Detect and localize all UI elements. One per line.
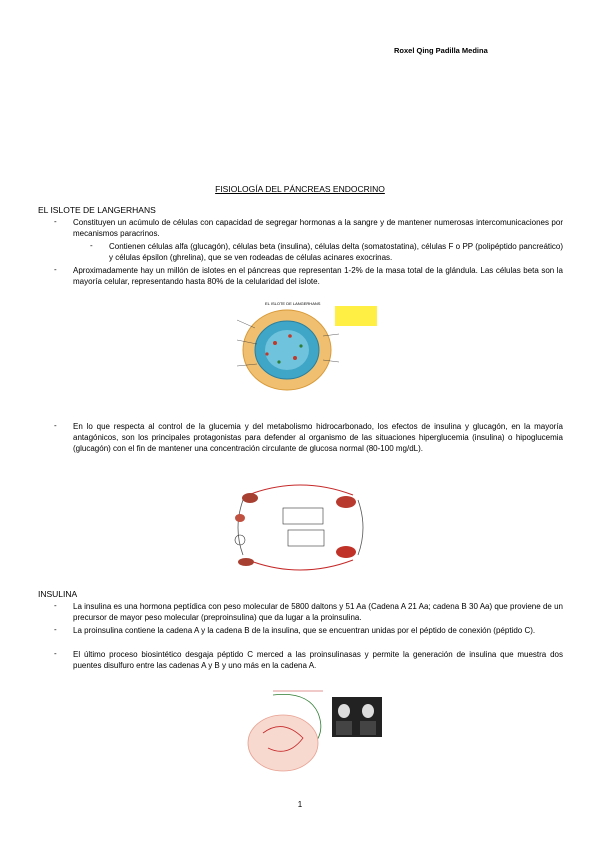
islet-figure (235, 298, 385, 398)
bullet-dash: - (90, 241, 93, 250)
bullet-text: La proinsulina contiene la cadena A y la cadena B de la insulina, que se encuentran unidas por el péptido de conexión (péptido C). (73, 626, 536, 635)
page-number: 1 (297, 800, 303, 809)
bullet-dash: - (54, 421, 57, 430)
bullet-text: La insulina es una hormona peptídica con peso molecular de 5800 daltons y 51 Aa (Cadena A 21 Aa; cadena B 30 Aa) que proviene de un precursor de mayor peso molecular (preproinsulina) que da lugar a la proinsulina. (73, 602, 563, 622)
bullet-dash: - (54, 649, 57, 658)
islet-figure-title: EL ISLOTE DE LANGERHANS (265, 301, 321, 306)
bullet-dash: - (54, 625, 57, 634)
bullet-text: En lo que respecta al control de la glucemia y del metabolismo hidrocarbonado, los efectos de insulina y glucagón, en la mayoría antagónicos, son los principales protagonistas para defender al organismo de las situaciones hiperglucemia (insulina) o hipoglucemia (glucagón) con el fin de mantener una concentración circulante de glucosa normal (80-100 mg/dL). (73, 422, 563, 453)
bullet-text: Aproximadamente hay un millón de islotes en el páncreas que representan 1-2% de la masa total de la glándula. Las células beta son la mayoría celular, representando hasta 80% de la celularidad del islote. (73, 266, 563, 286)
page-title: FISIOLOGÍA DEL PÁNCREAS ENDOCRINO (215, 184, 385, 194)
glucose-regulation-figure (228, 480, 373, 575)
bullet-dash: - (54, 265, 57, 274)
section-heading-insulina: INSULINA (38, 589, 78, 599)
bullet-text: El último proceso biosintético desgaja péptido C merced a las proinsulinasas y permite la generación de insulina que muestra dos puentes disulfuro entre las cadenas A y B y uno más en la cadena A. (73, 650, 563, 670)
author-name: Roxel Qing Padilla Medina (394, 46, 488, 55)
bullet-dash: - (54, 601, 57, 610)
bullet-dash: - (54, 217, 57, 226)
proinsulin-figure (228, 683, 388, 778)
bullet-text: Contienen células alfa (glucagón), células beta (insulina), células delta (somatostatina), células F o PP (polipéptido pancreático) y células épsilon (ghrelina), que se ven rodeadas de células acinares exocrinas. (109, 242, 563, 262)
section-heading-islote: EL ISLOTE DE LANGERHANS (38, 205, 156, 215)
bullet-text: Constituyen un acúmulo de células con capacidad de segregar hormonas a la sangre y de mantener numerosas intercomunicaciones por mecanismos paracrinos. (73, 218, 563, 238)
